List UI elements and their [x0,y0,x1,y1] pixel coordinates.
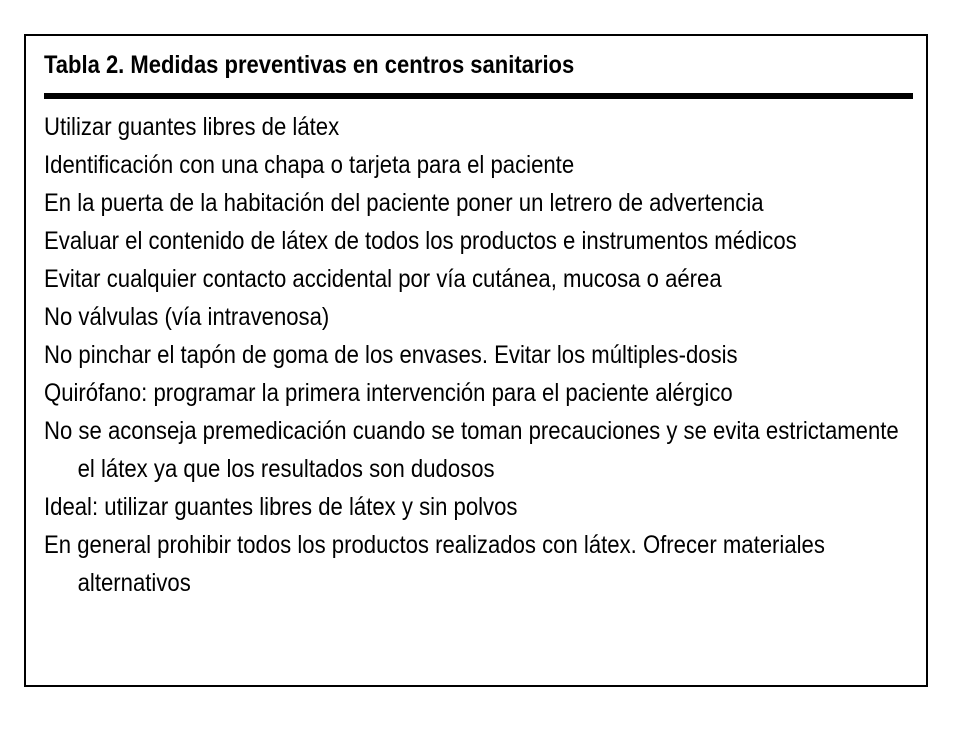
list-item: No se aconseja premedicación cuando se toman precauciones y se evita estrictamente el látex ya que los resultados son dudosos [44,417,899,483]
list-item: Quirófano: programar la primera intervención para el paciente alérgico [44,379,733,407]
list-item: Ideal: utilizar guantes libres de látex y sin polvos [44,493,518,521]
table-frame [24,34,928,687]
table-title: Tabla 2. Medidas preventivas en centros sanitarios [44,51,575,79]
title-divider [44,93,913,99]
list-item: En la puerta de la habitación del paciente poner un letrero de advertencia [44,189,764,217]
measures-list [44,108,911,602]
list-item: Identificación con una chapa o tarjeta para el paciente [44,151,575,179]
list-item: No válvulas (vía intravenosa) [44,303,330,331]
list-item: Evaluar el contenido de látex de todos los productos e instrumentos médicos [44,227,797,255]
list-item: Evitar cualquier contacto accidental por vía cutánea, mucosa o aérea [44,265,722,293]
list-item: Utilizar guantes libres de látex [44,113,340,141]
list-item: No pinchar el tapón de goma de los envases. Evitar los múltiples-dosis [44,341,738,369]
list-item: En general prohibir todos los productos realizados con látex. Ofrecer materiales alternativos [44,531,825,597]
